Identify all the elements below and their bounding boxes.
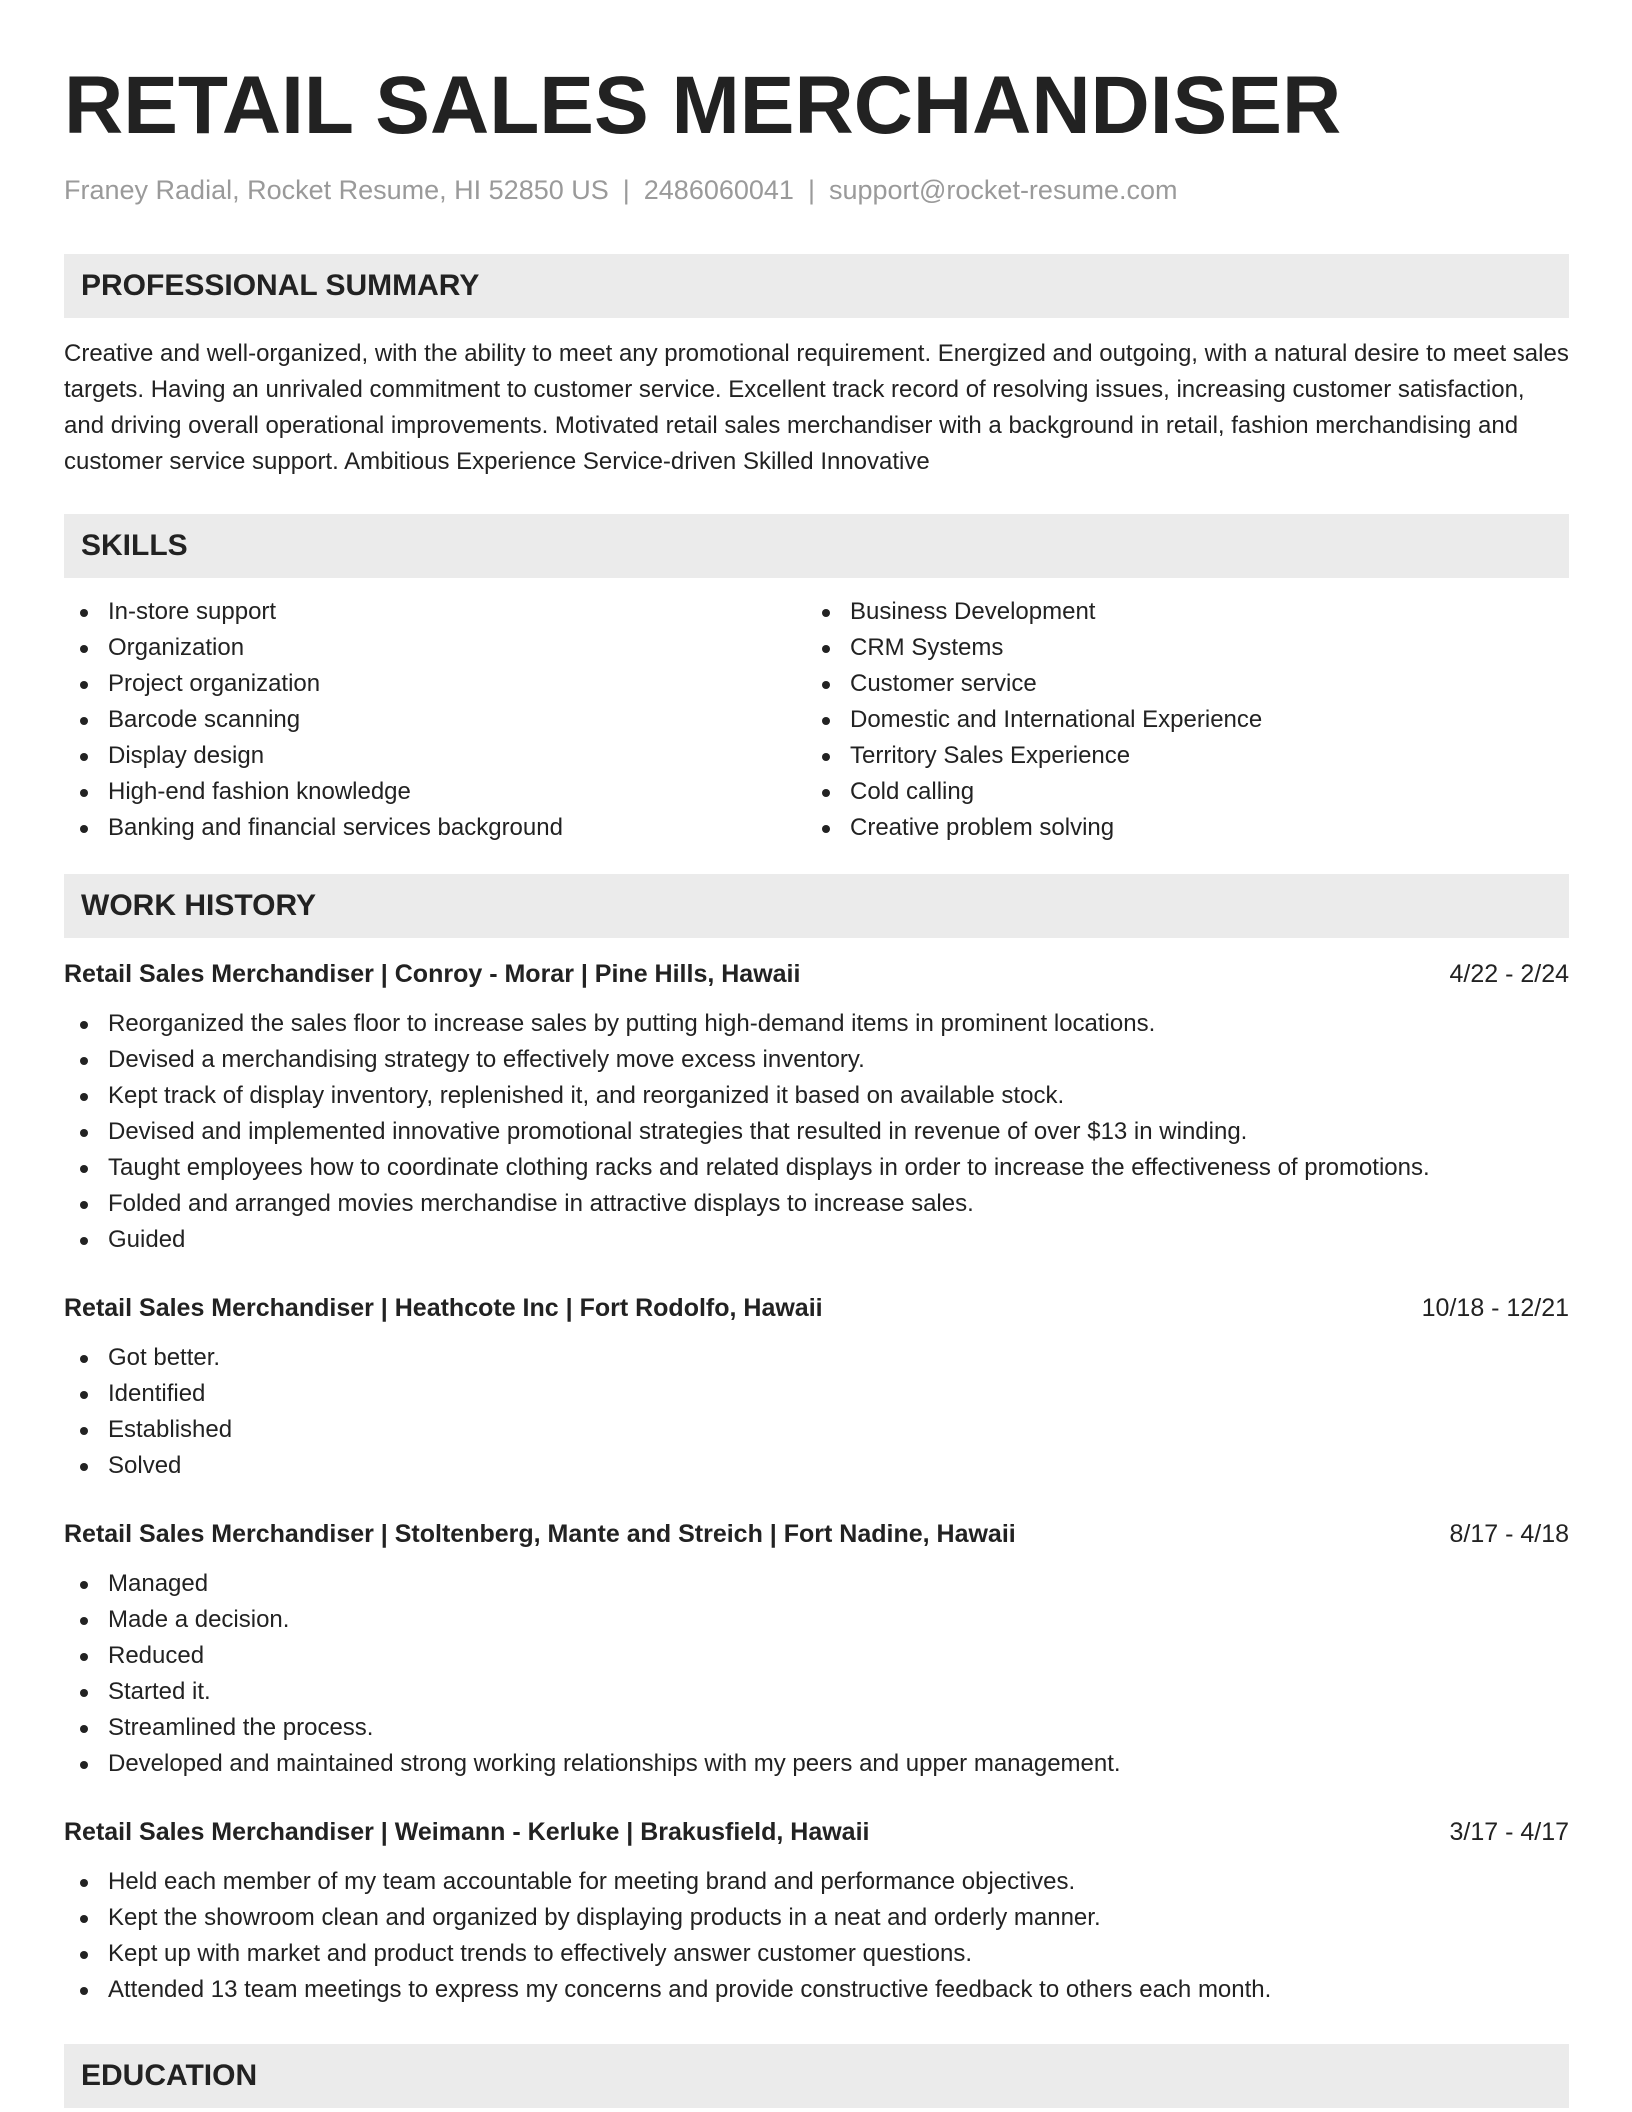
skill-item: Display design <box>64 738 806 774</box>
skill-item: Cold calling <box>806 774 1548 810</box>
skill-item: Banking and financial services background <box>64 810 806 846</box>
skill-item: Customer service <box>806 666 1548 702</box>
job-bullet: Started it. <box>64 1674 1569 1710</box>
job-header <box>64 1814 1569 1850</box>
job-entry <box>64 1516 1569 1782</box>
job-title: Retail Sales Merchandiser | Heathcote Inc | Fort Rodolfo, Hawaii <box>64 1294 823 1322</box>
job-bullet: Streamlined the process. <box>64 1710 1569 1746</box>
job-bullet: Guided <box>64 1222 1569 1258</box>
job-bullet: Made a decision. <box>64 1602 1569 1638</box>
skill-item: Barcode scanning <box>64 702 806 738</box>
job-header <box>64 1516 1569 1552</box>
job-entry <box>64 1814 1569 2008</box>
job-bullet: Reduced <box>64 1638 1569 1674</box>
contact-phone: 2486060041 <box>643 175 794 205</box>
job-bullet: Managed <box>64 1566 1569 1602</box>
job-bullet: Taught employees how to coordinate clothing racks and related displays in order to increase the effectiveness of promotions. <box>64 1150 1569 1186</box>
job-entry <box>64 1290 1569 1484</box>
job-header <box>64 1290 1569 1326</box>
job-entry <box>64 956 1569 1258</box>
job-bullet: Kept up with market and product trends to effectively answer customer questions. <box>64 1936 1569 1972</box>
job-bullet: Held each member of my team accountable for meeting brand and performance objectives. <box>64 1864 1569 1900</box>
skills-column-right <box>806 594 1548 846</box>
job-header <box>64 956 1569 992</box>
job-dates: 4/22 - 2/24 <box>1449 960 1569 988</box>
section-heading-work-history: WORK HISTORY <box>64 874 1569 938</box>
skill-item: High-end fashion knowledge <box>64 774 806 810</box>
contact-separator: | <box>622 175 630 205</box>
skill-item: Organization <box>64 630 806 666</box>
job-bullet: Reorganized the sales floor to increase sales by putting high-demand items in prominent locations. <box>64 1006 1569 1042</box>
skill-item: In-store support <box>64 594 806 630</box>
summary-text: Creative and well-organized, with the ability to meet any promotional requirement. Energized and outgoing, with a natural desire to meet sales targets. Having an unrivaled commitment to customer service. Excellent track record of resolving issues, increasing customer satisfaction, and driving overall operational improvements. Motivated retail sales merchandiser with a background in retail, fashion merchandising and customer service support. Ambitious Experience Service-driven Skilled Innovative <box>64 340 1569 475</box>
job-title: Retail Sales Merchandiser | Stoltenberg, Mante and Streich | Fort Nadine, Hawaii <box>64 1520 1016 1548</box>
job-bullet: Solved <box>64 1448 1569 1484</box>
job-dates: 3/17 - 4/17 <box>1449 1818 1569 1846</box>
resume-name: RETAIL SALES MERCHANDISER <box>64 60 1342 151</box>
job-bullets <box>64 1006 1569 1258</box>
job-bullet: Established <box>64 1412 1569 1448</box>
job-bullets <box>64 1864 1569 2008</box>
job-bullet: Kept the showroom clean and organized by displaying products in a neat and orderly manner. <box>64 1900 1569 1936</box>
job-bullet: Identified <box>64 1376 1569 1412</box>
skill-item: Domestic and International Experience <box>806 702 1548 738</box>
section-heading-education: EDUCATION <box>64 2044 1569 2108</box>
job-bullet: Attended 13 team meetings to express my concerns and provide constructive feedback to others each month. <box>64 1972 1569 2008</box>
contact-address: Franey Radial, Rocket Resume, HI 52850 US <box>64 175 609 205</box>
job-title: Retail Sales Merchandiser | Weimann - Kerluke | Brakusfield, Hawaii <box>64 1818 870 1846</box>
job-bullet: Devised and implemented innovative promotional strategies that resulted in revenue of over $13 in winding. <box>64 1114 1569 1150</box>
skill-item: Creative problem solving <box>806 810 1548 846</box>
contact-email: support@rocket-resume.com <box>828 175 1178 205</box>
skill-item: Business Development <box>806 594 1548 630</box>
section-heading-skills: SKILLS <box>64 514 1569 578</box>
skills-column-left <box>64 594 806 846</box>
job-bullet: Developed and maintained strong working relationships with my peers and upper management. <box>64 1746 1569 1782</box>
job-dates: 10/18 - 12/21 <box>1421 1294 1569 1322</box>
skill-item: CRM Systems <box>806 630 1548 666</box>
job-bullets <box>64 1566 1569 1782</box>
job-bullets <box>64 1340 1569 1484</box>
job-bullet: Folded and arranged movies merchandise in attractive displays to increase sales. <box>64 1186 1569 1222</box>
job-title: Retail Sales Merchandiser | Conroy - Morar | Pine Hills, Hawaii <box>64 960 801 988</box>
job-bullet: Devised a merchandising strategy to effectively move excess inventory. <box>64 1042 1569 1078</box>
section-heading-summary: PROFESSIONAL SUMMARY <box>64 254 1569 318</box>
job-bullet: Got better. <box>64 1340 1569 1376</box>
job-dates: 8/17 - 4/18 <box>1449 1520 1569 1548</box>
contact-line <box>64 177 1569 204</box>
contact-separator: | <box>807 175 815 205</box>
skill-item: Project organization <box>64 666 806 702</box>
skills-grid <box>64 594 1569 846</box>
skill-item: Territory Sales Experience <box>806 738 1548 774</box>
job-bullet: Kept track of display inventory, replenished it, and reorganized it based on available stock. <box>64 1078 1569 1114</box>
